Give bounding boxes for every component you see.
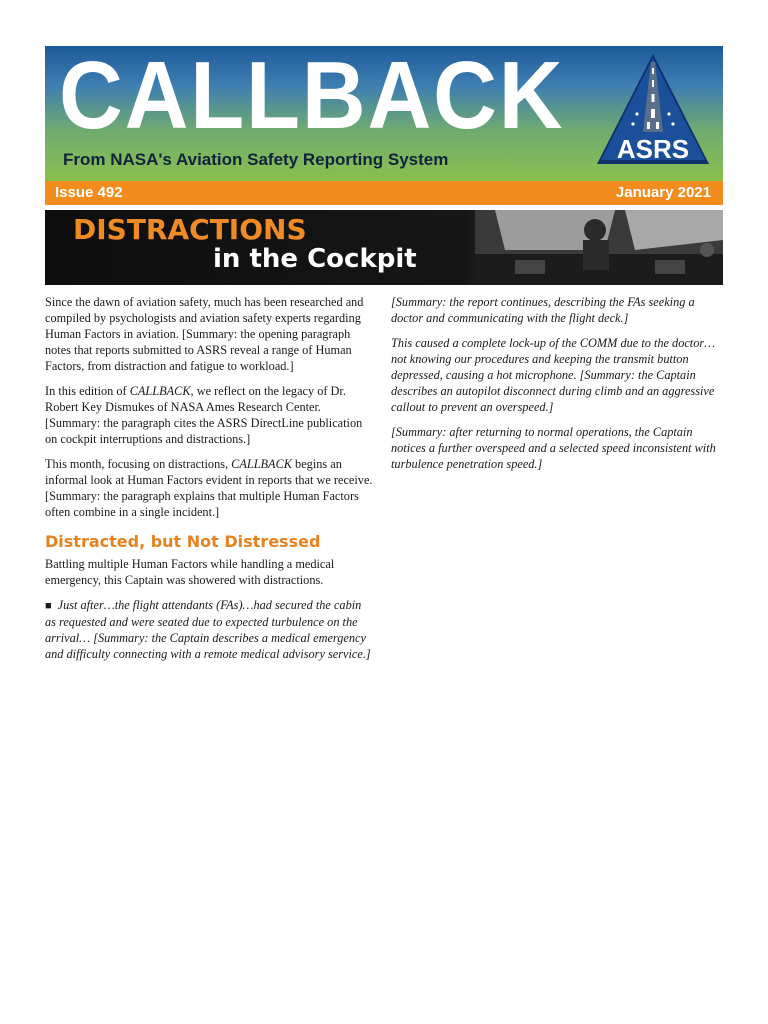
report-paragraph-1: [Summary: the report continues, describing the FAs seeking a doctor and communicating with the flight deck.] (391, 295, 695, 325)
report-start-text: Just after…the flight attendants (FAs)…had secured the cabin as requested and were seated due to expected turbulence on the arrival… [Summary: the Captain describes a medical emergency and difficulty connecting with a remote medical advisory service.] (45, 598, 371, 661)
focus-lead: This month, focusing on distractions, (45, 457, 232, 471)
issue-date: January 2021 (615, 184, 711, 201)
right-column (391, 294, 723, 481)
report-paragraph-3: [Summary: after returning to normal operations, the Captain notices a further overspeed and a selected speed inconsistent with turbulence penetration speed.] (391, 425, 716, 471)
issue-bar (45, 181, 723, 205)
issue-number: Issue 492 (55, 184, 123, 201)
focus-publication: CALLBACK (231, 457, 292, 471)
left-column (45, 294, 375, 671)
masthead-title: CALLBACK (59, 46, 565, 149)
focus-rest: begins an informal look at Human Factors evident in reports that we receive. [Summary: the paragraph explains that multiple Human Factors often combine in a single incident.] (45, 457, 373, 519)
headline-line-1: DISTRACTIONS (73, 213, 307, 246)
square-bullet-icon: ■ (45, 600, 52, 612)
intro-paragraph: Since the dawn of aviation safety, much has been researched and compiled by psychologists and aviation safety experts regarding Human Factors in aviation. [Summary: the opening paragraph notes that reports submitted to ASRS reveal a range of Human Factors, from distraction and fatigue to workload.] (45, 295, 364, 373)
report-start (45, 597, 375, 662)
masthead (45, 46, 723, 181)
report-paragraph-2: This caused a complete lock-up of the COMM due to the doctor…not knowing our procedures and keeping the transmit button depressed, causing a hot microphone. [Summary: the Captain describes an autopilot disconnect during climb and an aggressive callout to prevent an overspeed.] (391, 336, 716, 414)
headline-banner (45, 210, 723, 285)
headline-line-2: in the Cockpit (213, 244, 417, 274)
dismukes-rest: , we reflect on the legacy of Dr. Robert Key Dismukes of NASA Ames Research Center. [Summary: the paragraph cites the ASRS DirectLine publication on cockpit interruptions and distractions.] (45, 384, 363, 446)
section-intro: Battling multiple Human Factors while handling a medical emergency, this Captain was showered with distractions. (45, 557, 335, 587)
cockpit-photo (475, 210, 723, 285)
focus-paragraph (45, 456, 375, 520)
asrs-logo (597, 54, 709, 176)
dismukes-paragraph (45, 383, 375, 447)
masthead-subtitle: From NASA's Aviation Safety Reporting System (63, 150, 449, 169)
section-heading: Distracted, but Not Distressed (45, 532, 321, 551)
dismukes-publication: CALLBACK (129, 384, 191, 398)
logo-text: ASRS (616, 134, 690, 164)
dismukes-lead: In this edition of (45, 384, 130, 398)
